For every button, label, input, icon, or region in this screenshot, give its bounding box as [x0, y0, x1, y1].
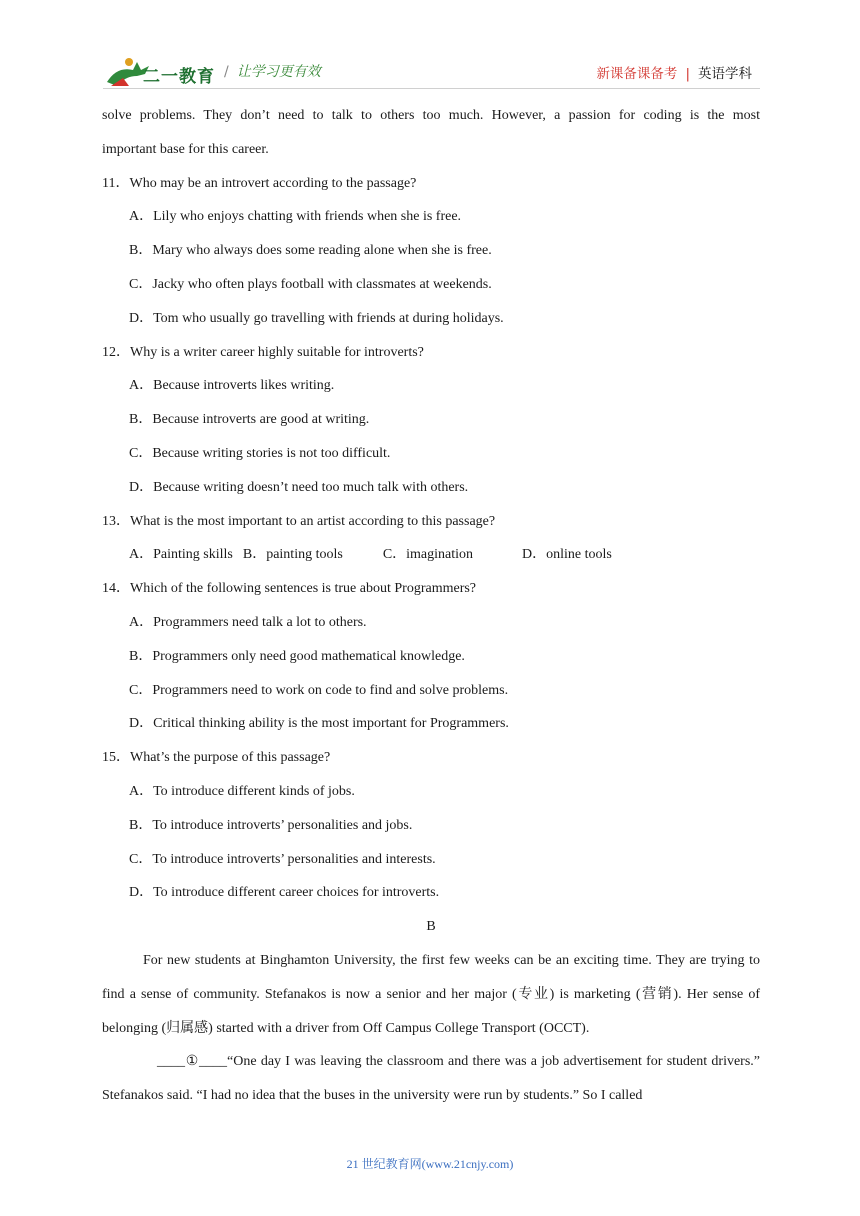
page-footer: 21 世纪教育网(www.21cnjy.com): [346, 1157, 514, 1171]
option: A．To introduce different kinds of jobs.: [129, 783, 355, 799]
inline-options: [102, 538, 760, 572]
header-subject: [596, 62, 752, 82]
passage-continuation-end: important base for this career.: [102, 141, 269, 157]
option: C．Because writing stories is not too difficult.: [129, 445, 391, 461]
header-subject-label: 英语学科: [698, 66, 752, 82]
option: B．Programmers only need good mathematical knowledge.: [129, 648, 465, 664]
option-c: C．imagination: [382, 547, 474, 563]
option: B．To introduce introverts’ personalities and jobs.: [129, 817, 413, 833]
option: D．To introduce different career choices for introverts.: [129, 885, 440, 901]
option: C．Jacky who often plays football with classmates at weekends.: [129, 276, 492, 292]
option: D．Tom who usually go travelling with friends at during holidays.: [129, 310, 504, 326]
header-slogan: [224, 61, 321, 81]
page-header: [0, 0, 860, 100]
document-body: [102, 99, 760, 1113]
passage-paragraph: ____①____“One day I was leaving the classroom and there was a job advertisement for student drivers.” Stefanakos said. “I had no idea that the buses in the university were run by students.” So I called: [102, 1054, 760, 1104]
logo-text: 二一教育: [143, 67, 215, 87]
header-divider: [103, 88, 760, 89]
passage-paragraph: For new students at Binghamton University, the first few weeks can be an exciting time. They are trying to find a sense of community. Stefanakos is now a senior and her major (专业) is marketing (营销). Her sense of belonging (归属感) started with a driver from Off Campus College Transport (OCCT).: [102, 952, 760, 1036]
option-b: B．painting tools: [242, 547, 343, 563]
option: A．Because introverts likes writing.: [129, 378, 335, 394]
question-13: 13．What is the most important to an artist according to this passage?: [102, 513, 496, 529]
option: B．Because introverts are good at writing.: [129, 412, 370, 428]
option: B．Mary who always does some reading alone when she is free.: [129, 243, 492, 259]
option: C．Programmers need to work on code to find and solve problems.: [129, 682, 509, 698]
section-heading: B: [426, 919, 436, 935]
question-12: 12．Why is a writer career highly suitable for introverts?: [102, 344, 424, 360]
option: A．Lily who enjoys chatting with friends when she is free.: [129, 209, 462, 225]
slogan-text: 让学习更有效: [236, 64, 321, 80]
option: D．Critical thinking ability is the most important for Programmers.: [129, 716, 509, 732]
passage-continuation-line: solve problems. They don’t need to talk to others too much. However, a passion for coding is the most: [102, 108, 760, 123]
option-a: A．Painting skills: [129, 547, 233, 563]
option: C．To introduce introverts’ personalities and interests.: [129, 851, 436, 867]
option: D．Because writing doesn’t need too much talk with others.: [129, 479, 469, 495]
question-15: 15．What’s the purpose of this passage?: [102, 750, 331, 766]
header-separator: |: [685, 66, 690, 82]
header-course-label: 新课备课备考: [596, 66, 678, 82]
option: A．Programmers need talk a lot to others.: [129, 614, 367, 630]
question-14: 14．Which of the following sentences is true about Programmers?: [102, 581, 477, 597]
question-11: 11．Who may be an introvert according to the passage?: [102, 175, 417, 191]
option-d: D．online tools: [522, 547, 612, 563]
slash-divider: /: [224, 64, 229, 80]
